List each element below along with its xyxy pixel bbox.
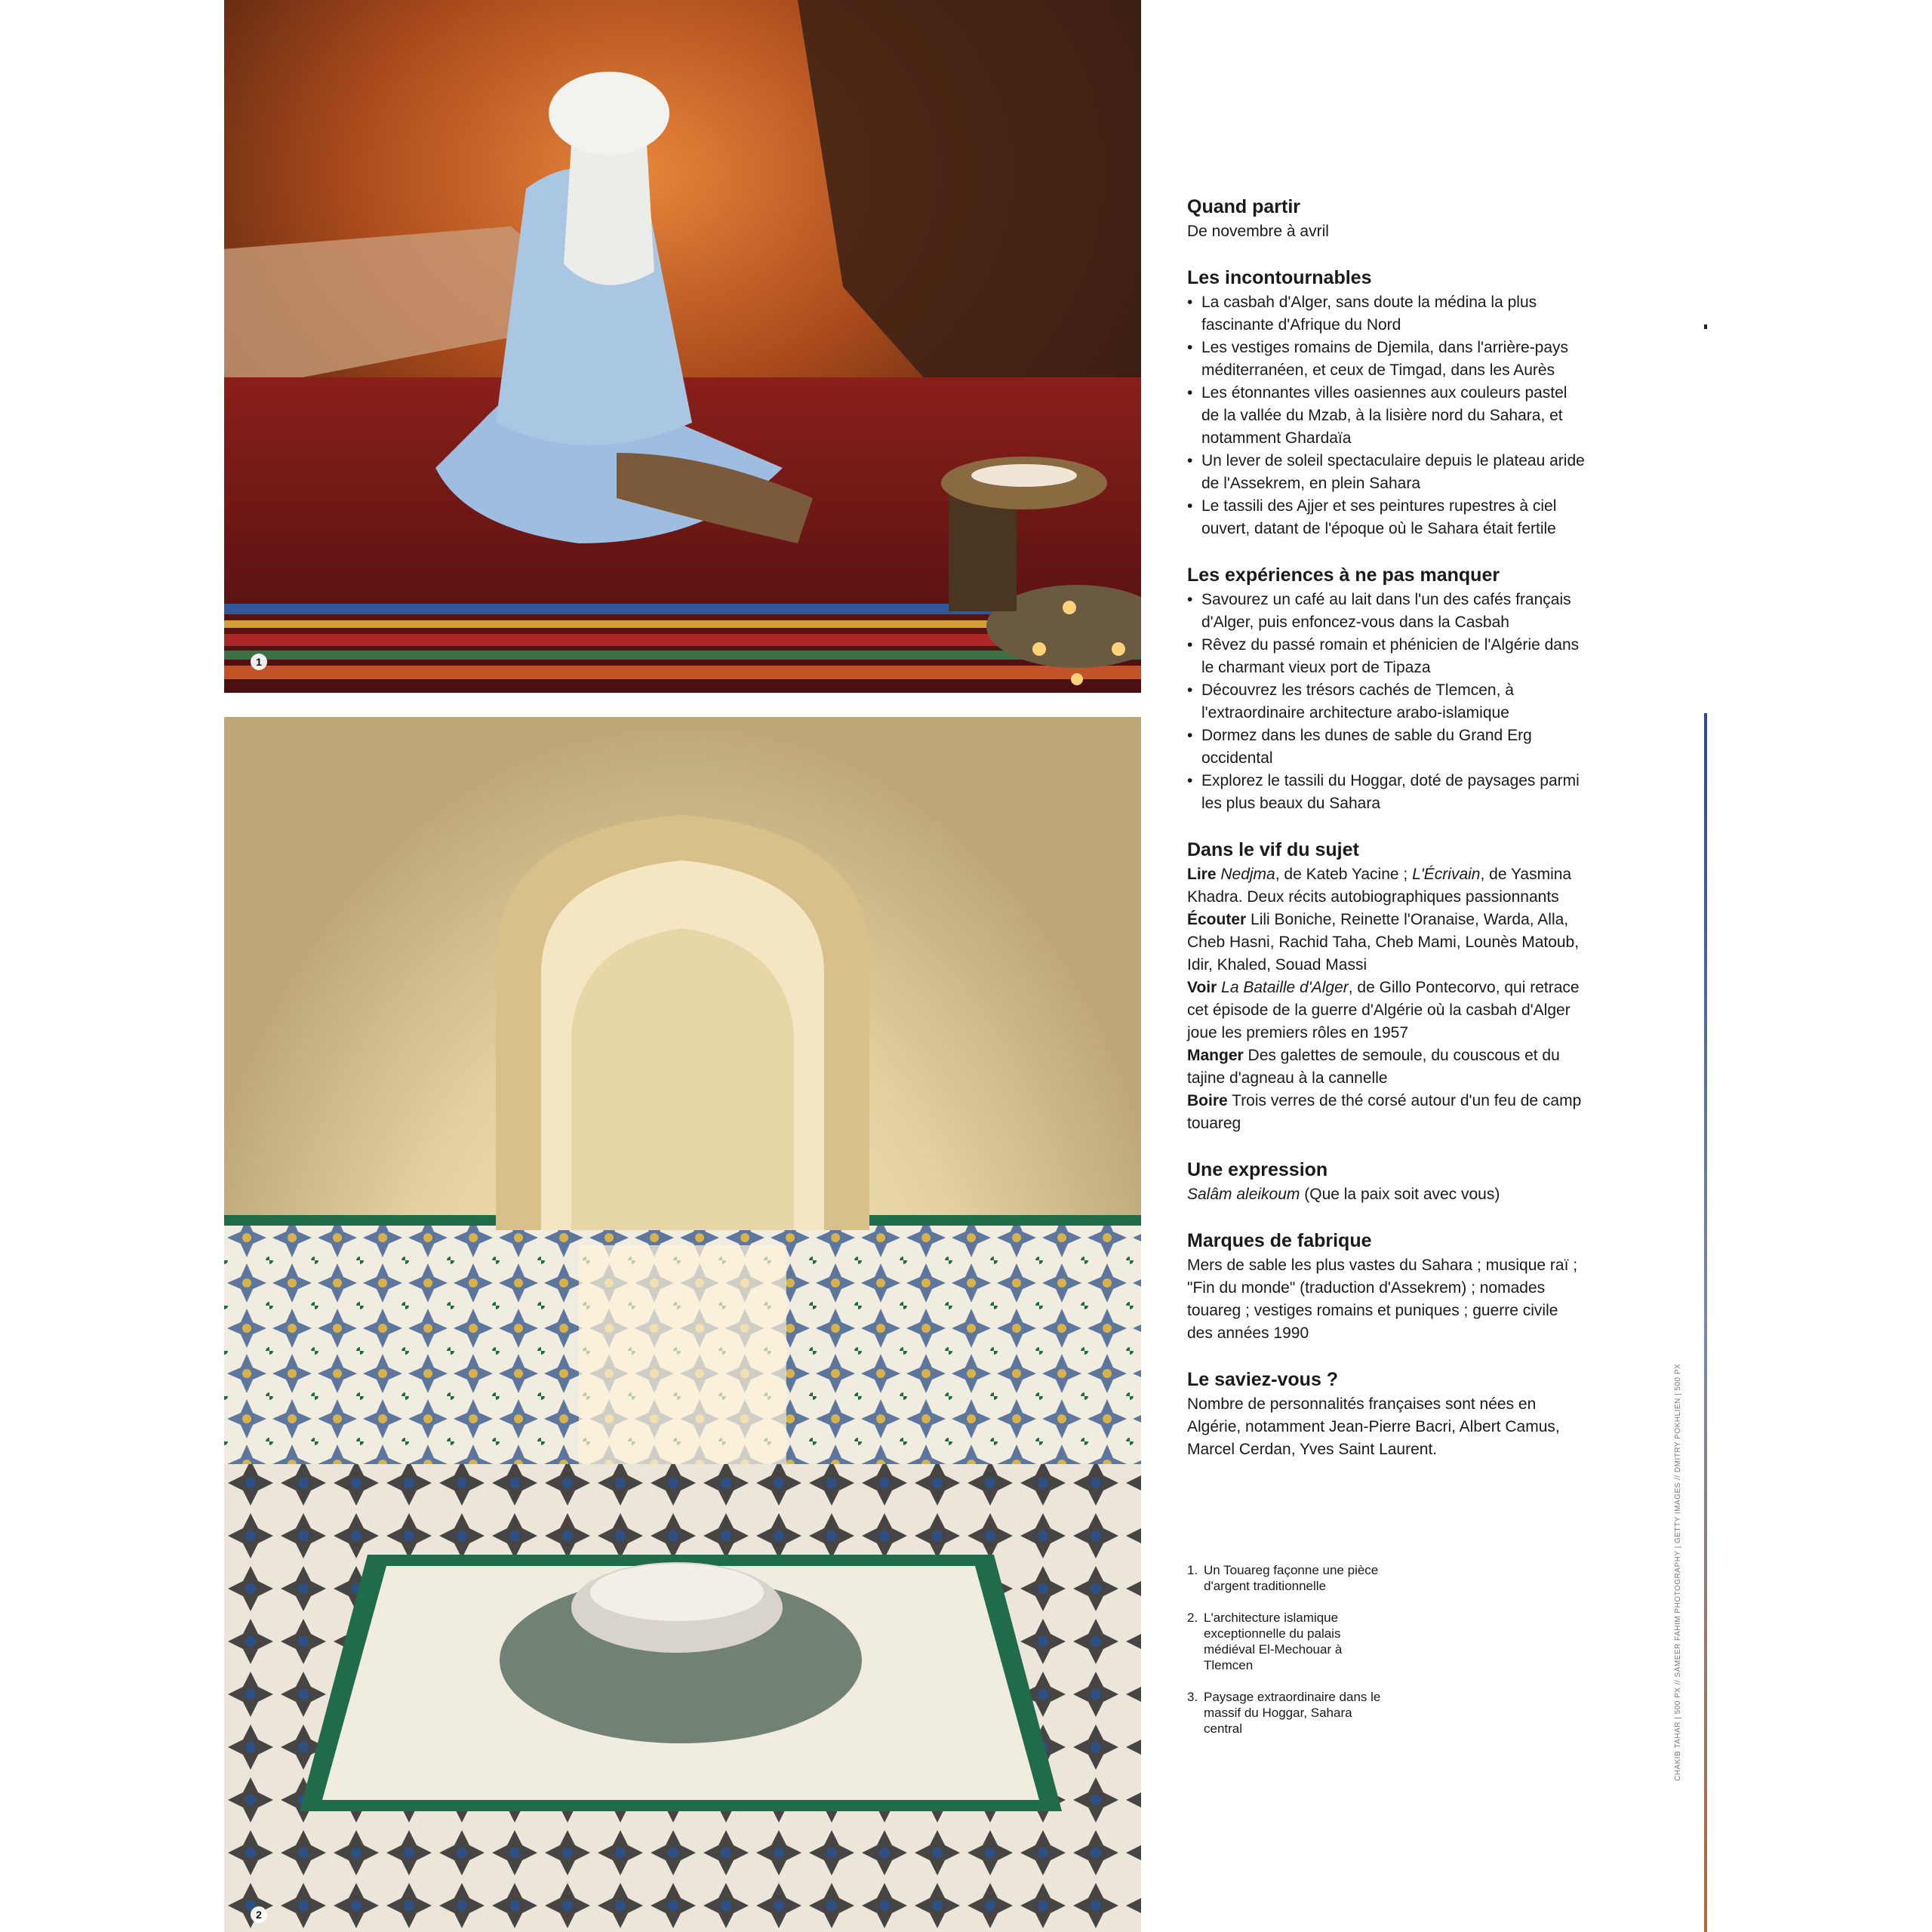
list-item: • Rêvez du passé romain et phénicien de l'Algérie dans le charmant vieux port de Tipaza <box>1187 634 1587 679</box>
boire-entry <box>1187 1090 1587 1135</box>
book-title: L'Écrivain <box>1412 866 1481 883</box>
photo-touareg-artisan <box>224 0 1141 693</box>
section-title: Les incontournables <box>1187 267 1372 288</box>
manger-text: Des galettes de semoule, du couscous et du tajine d'agneau à la cannelle <box>1187 1047 1560 1087</box>
caption-number: 2. <box>1187 1611 1198 1625</box>
photo-captions <box>1187 1562 1383 1752</box>
caption-text: Paysage extraordinaire dans le massif du Hoggar, Sahara central <box>1204 1690 1381 1736</box>
section-title: Le saviez-vous ? <box>1187 1369 1339 1390</box>
travel-info-sidebar <box>1187 195 1587 1484</box>
manger-label: Manger <box>1187 1047 1244 1064</box>
caption-2 <box>1187 1610 1383 1673</box>
boire-text: Trois verres de thé corsé autour d'un feu de camp touareg <box>1187 1092 1582 1132</box>
voir-entry <box>1187 977 1587 1044</box>
caption-number: 1. <box>1187 1563 1198 1577</box>
expression-translation: (Que la paix soit avec vous) <box>1300 1186 1500 1203</box>
voir-text: , de Gillo Pontecorvo, qui retrace cet épisode de la guerre d'Algérie où la casbah d'Alger joue les premiers rôles en 1957 <box>1187 979 1580 1041</box>
list-item: • Le tassili des Ajjer et ses peintures rupestres à ciel ouvert, datant de l'époque où le Sahara était fertile <box>1187 495 1587 540</box>
section-title: Les expériences à ne pas manquer <box>1187 565 1500 586</box>
section-title: Dans le vif du sujet <box>1187 839 1359 860</box>
book-title: Nedjma <box>1220 866 1275 883</box>
caption-text: Un Touareg façonne une pièce d'argent traditionnelle <box>1204 1563 1379 1593</box>
caption-text: L'architecture islamique exceptionnelle du palais médiéval El-Mechouar à Tlemcen <box>1204 1611 1343 1672</box>
film-title: La Bataille d'Alger <box>1221 979 1349 996</box>
caption-1 <box>1187 1562 1383 1594</box>
next-page-photo-edge <box>1704 713 1707 1932</box>
lire-label: Lire <box>1187 866 1217 883</box>
voir-label: Voir <box>1187 979 1217 996</box>
section-vif-du-sujet <box>1187 838 1587 1135</box>
lire-entry <box>1187 863 1587 909</box>
section-text: Nombre de personnalités françaises sont nées en Algérie, notamment Jean-Pierre Bacri, Albert Camus, Marcel Cerdan, Yves Saint Laurent. <box>1187 1395 1560 1458</box>
ecouter-entry <box>1187 909 1587 977</box>
incontournables-list <box>1187 291 1587 540</box>
section-text: De novembre à avril <box>1187 223 1329 240</box>
lire-text: , de Kateb Yacine ; <box>1275 866 1413 883</box>
section-expression <box>1187 1158 1587 1206</box>
ecouter-text: Lili Boniche, Reinette l'Oranaise, Warda, Alla, Cheb Hasni, Rachid Taha, Cheb Mami, Lounès Matoub, Idir, Khaled, Souad Massi <box>1187 911 1580 974</box>
list-item: • Les vestiges romains de Djemila, dans l'arrière-pays méditerranéen, et ceux de Timgad, dans les Aurès <box>1187 337 1587 382</box>
photo2-number: 2 <box>251 1906 267 1923</box>
experiences-list <box>1187 589 1587 815</box>
section-marques <box>1187 1229 1587 1345</box>
lire-text: , de Yasmina Khadra. Deux récits autobiographiques passionnants <box>1187 866 1572 906</box>
expression-text <box>1187 1183 1587 1206</box>
section-title: Quand partir <box>1187 196 1301 217</box>
expression-phrase: Salâm aleikoum <box>1187 1186 1300 1203</box>
list-item: • Explorez le tassili du Hoggar, doté de paysages parmi les plus beaux du Sahara <box>1187 770 1587 815</box>
list-item: • Savourez un café au lait dans l'un des cafés français d'Alger, puis enfoncez-vous dans la Casbah <box>1187 589 1587 634</box>
list-item: • Découvrez les trésors cachés de Tlemcen, à l'extraordinaire architecture arabo-islamique <box>1187 679 1587 724</box>
photo-credits <box>1670 1363 1685 1781</box>
page-edge-mark <box>1704 325 1707 329</box>
list-item: • Les étonnantes villes oasiennes aux couleurs pastel de la vallée du Mzab, à la lisière nord du Sahara, et notamment Ghardaïa <box>1187 382 1587 450</box>
section-title: Une expression <box>1187 1159 1328 1180</box>
section-text: Mers de sable les plus vastes du Sahara ; musique raï ; "Fin du monde" (traduction d'Assekrem) ; nomades touareg ; vestiges romains et puniques ; guerre civile des années 1990 <box>1187 1257 1578 1342</box>
section-incontournables <box>1187 266 1587 540</box>
ecouter-label: Écouter <box>1187 911 1247 928</box>
list-item: • Un lever de soleil spectaculaire depuis le plateau aride de l'Assekrem, en plein Sahara <box>1187 450 1587 495</box>
section-saviez-vous <box>1187 1367 1587 1461</box>
manger-entry <box>1187 1044 1587 1090</box>
list-item: • La casbah d'Alger, sans doute la médina la plus fascinante d'Afrique du Nord <box>1187 291 1587 337</box>
section-title: Marques de fabrique <box>1187 1230 1372 1251</box>
touareg-illustration <box>224 0 1141 693</box>
architecture-illustration <box>224 717 1141 1932</box>
caption-3 <box>1187 1689 1383 1737</box>
section-quand-partir <box>1187 195 1587 243</box>
caption-number: 3. <box>1187 1690 1198 1704</box>
boire-label: Boire <box>1187 1092 1228 1109</box>
photo-el-mechouar-palace <box>224 717 1141 1932</box>
list-item: • Dormez dans les dunes de sable du Grand Erg occidental <box>1187 724 1587 770</box>
photo1-number: 1 <box>251 654 267 670</box>
credits-text: CHAKIB TAHAR | 500 PX // SAMEER FAHIM PHOTOGRAPHY | GETTY IMAGES // DMITRY POKHLIEN | 500 PX <box>1674 1363 1682 1781</box>
section-experiences <box>1187 563 1587 815</box>
